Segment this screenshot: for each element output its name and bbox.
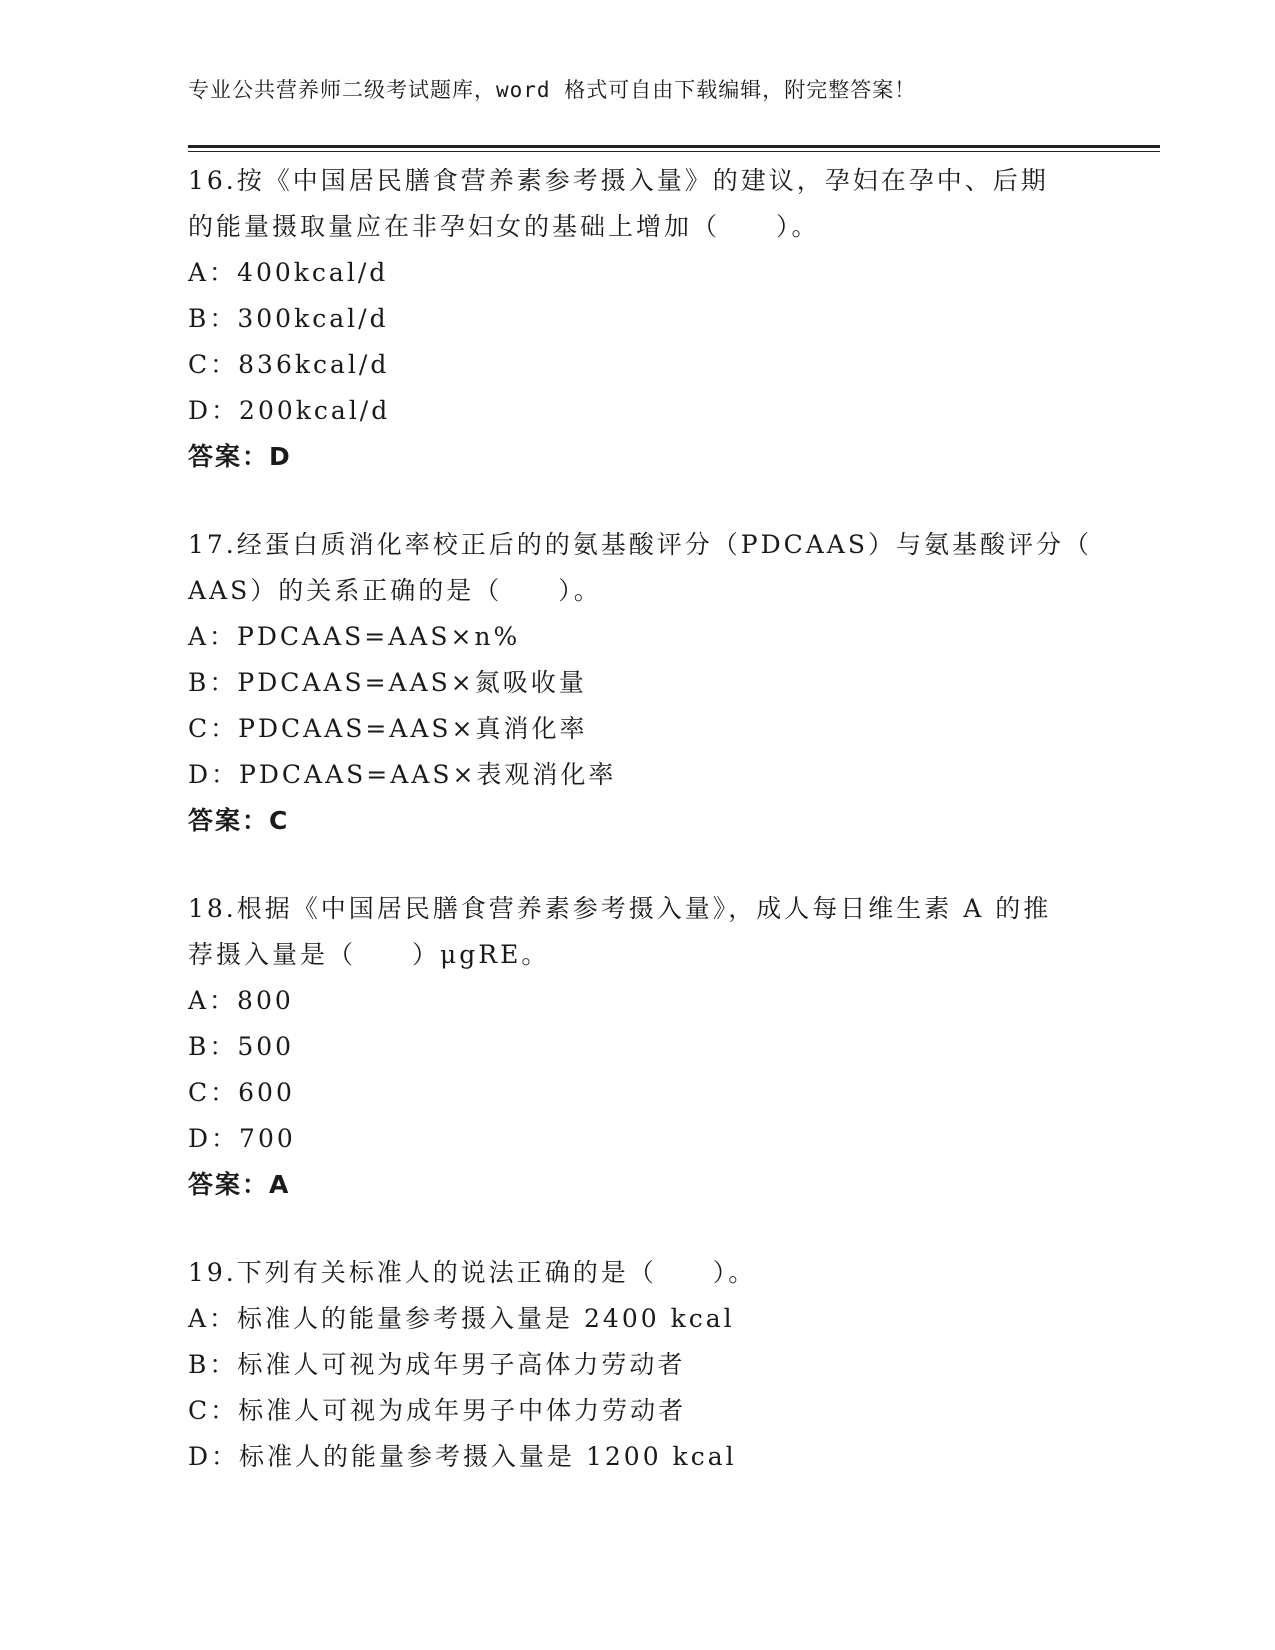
question-17 — [188, 522, 1092, 844]
option-d: D：PDCAAS=AAS×表观消化率 — [188, 760, 617, 789]
option-b: B：标准人可视为成年男子高体力劳动者 — [188, 1350, 686, 1379]
option-c: C：标准人可视为成年男子中体力劳动者 — [188, 1396, 687, 1425]
option-b: B：300kcal/d — [188, 304, 389, 333]
question-stem-line: 19.下列有关标准人的说法正确的是（ ）。 — [188, 1258, 757, 1287]
option-b: B：500 — [188, 1032, 295, 1061]
question-19 — [188, 1250, 1088, 1480]
option-a: A：400kcal/d — [188, 258, 389, 287]
question-stem-line: 荐摄入量是（ ）μgRE。 — [188, 940, 550, 969]
question-stem-line: 18.根据《中国居民膳食营养素参考摄入量》，成人每日维生素 A 的推 — [188, 894, 1052, 923]
question-stem-line: 的能量摄取量应在非孕妇女的基础上增加（ ）。 — [188, 212, 820, 241]
answer-line: 答案：D — [188, 442, 292, 471]
option-a: A：PDCAAS=AAS×n% — [188, 622, 521, 651]
answer-line: 答案：C — [188, 806, 290, 835]
header-rule-thin — [188, 151, 1160, 152]
option-d: D：200kcal/d — [188, 396, 391, 425]
question-list — [188, 158, 1092, 1522]
option-d: D：标准人的能量参考摄入量是 1200 kcal — [188, 1442, 737, 1471]
question-stem-line: 17.经蛋白质消化率校正后的的氨基酸评分（PDCAAS）与氨基酸评分（ — [188, 530, 1092, 559]
header-rule-thick — [188, 145, 1160, 148]
option-c: C：836kcal/d — [188, 350, 390, 379]
question-18 — [188, 886, 1088, 1208]
question-stem-line: 16.按《中国居民膳食营养素参考摄入量》的建议，孕妇在孕中、后期 — [188, 166, 1049, 195]
option-d: D：700 — [188, 1124, 296, 1153]
answer-line: 答案：A — [188, 1170, 291, 1199]
option-a: A：800 — [188, 986, 294, 1015]
option-c: C：600 — [188, 1078, 295, 1107]
page-header: 专业公共营养师二级考试题库，word 格式可自由下载编辑，附完整答案！ — [188, 78, 917, 102]
option-b: B：PDCAAS=AAS×氮吸收量 — [188, 668, 587, 697]
option-a: A：标准人的能量参考摄入量是 2400 kcal — [188, 1304, 735, 1333]
question-stem-line: AAS）的关系正确的是（ ）。 — [188, 576, 602, 605]
option-c: C：PDCAAS=AAS×真消化率 — [188, 714, 588, 743]
question-16 — [188, 158, 1088, 480]
